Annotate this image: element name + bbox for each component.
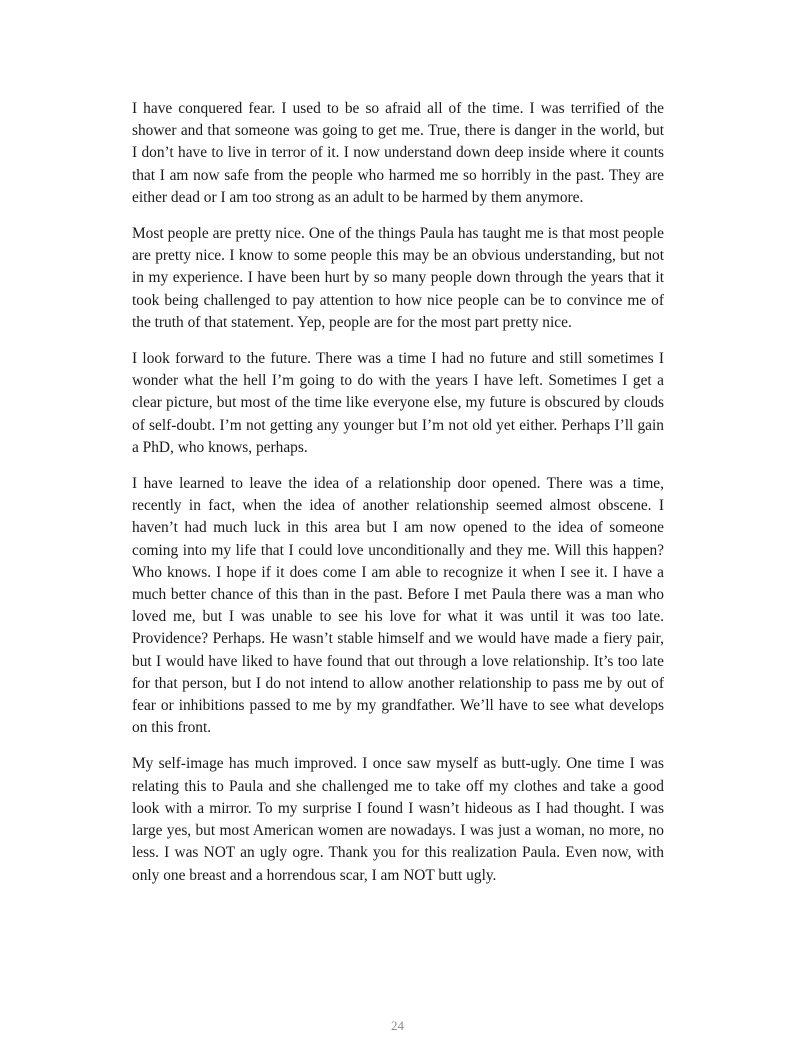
paragraph-self-image: My self-image has much improved. I once saw myself as butt-ugly. One time I was relating this to Paula and she challenged me to take off my clothes and take a good look with a mirror. To my surprise I found I wasn’t hideous as I had thought. I was large yes, but most American women are nowadays. I was just a woman, no more, no less. I was NOT an ugly ogre. Thank you for this realization Paula. Even now, with only one breast and a horrendous scar, I am NOT butt ugly. xyxy=(132,755,664,884)
paragraph-future: I look forward to the future. There was a time I had no future and still sometimes I wonder what the hell I’m going to do with the years I have left. Sometimes I get a clear picture, but most of the time like everyone else, my future is obscured by clouds of self-doubt. I’m not getting any younger but I’m not old yet either. Perhaps I’ll gain a PhD, who knows, perhaps. xyxy=(132,350,664,456)
page-number: 24 xyxy=(391,1018,404,1033)
paragraph-relationship: I have learned to leave the idea of a relationship door opened. There was a time, recently in fact, when the idea of another relationship seemed almost obscene. I haven’t had much luck in this area but I am now opened to the idea of someone coming into my life that I could love unconditionally and they me. Will this happen? Who knows. I hope if it does come I am able to recognize it when I see it. I have a much better chance of this than in the past. Before I met Paula there was a man who loved me, but I was unable to see his love for what it was until it was too late. Providence? Perhaps. He wasn’t stable himself and we would have made a fiery pair, but I would have liked to have found that out through a love relationship. It’s too late for that person, but I do not intend to allow another relationship to pass me by out of fear or inhibitions passed to me by my grandfather. We’ll have to see what develops on this front. xyxy=(132,475,664,737)
paragraph-conquered-fear: I have conquered fear. I used to be so afraid all of the time. I was terrified of the shower and that someone was going to get me. True, there is danger in the world, but I don’t have to live in terror of it. I now understand down deep inside where it counts that I am now safe from the people who harmed me so horribly in the past. They are either dead or I am too strong as an adult to be harmed by them anymore. xyxy=(132,100,664,206)
body-text xyxy=(132,98,664,901)
paragraph-people-nice: Most people are pretty nice. One of the things Paula has taught me is that most people are pretty nice. I know to some people this may be an obvious understanding, but not in my experience. I have been hurt by so many people down through the years that it took being challenged to pay attention to how nice people can be to convince me of the truth of that statement. Yep, people are for the most part pretty nice. xyxy=(132,225,664,331)
